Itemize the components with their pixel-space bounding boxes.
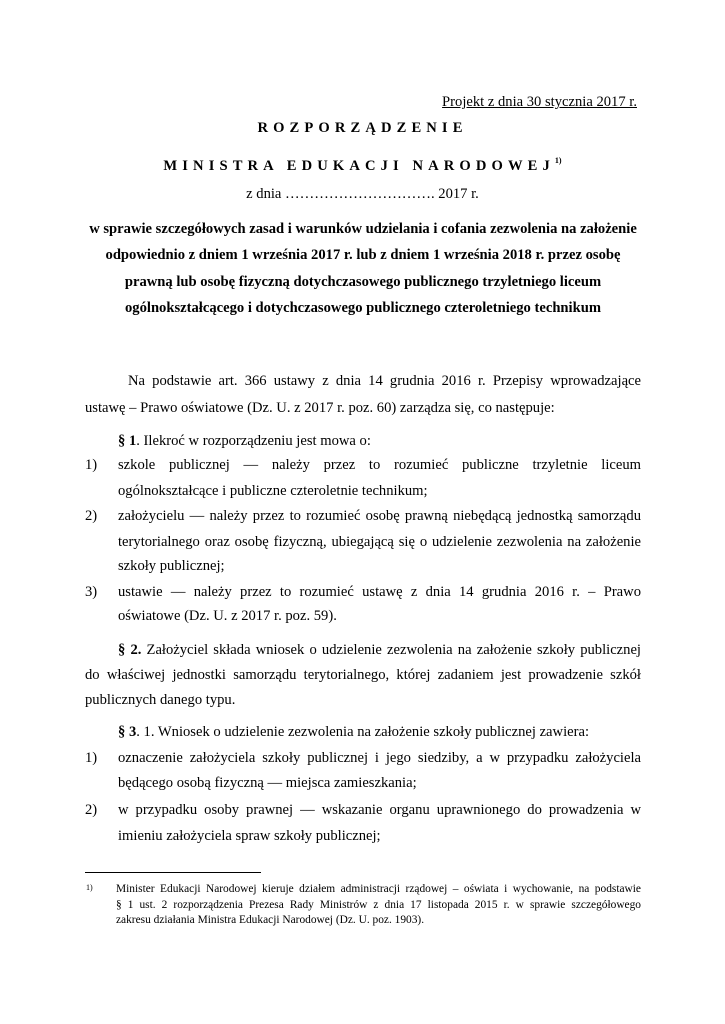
section-2-line: publicznych danego typu. xyxy=(85,692,236,708)
section-2-label: § 2. xyxy=(118,642,142,658)
list-item-line: założycielu — należy przez to rozumieć osobę prawną niebędącą jednostką samorządu xyxy=(118,508,641,524)
subject-line: prawną lub osobę fizyczną dotychczasowego publicznego trzyletniego liceum xyxy=(124,273,602,290)
footnote-marker: 1) xyxy=(86,883,93,892)
list-item-line: oświatowe (Dz. U. z 2017 r. poz. 59). xyxy=(118,608,337,624)
list-number: 1) xyxy=(85,750,98,766)
section-3-intro xyxy=(118,722,589,742)
list-item-line: imieniu założyciela spraw szkoły publicznej; xyxy=(118,828,381,844)
list-number: 2) xyxy=(85,802,98,818)
subject-line: w sprawie szczegółowych zasad i warunków udzielania i cofania zezwolenia na założenie xyxy=(89,221,637,237)
section-3-text: . 1. Wniosek o udzielenie zezwolenia na założenie szkoły publicznej zawiera: xyxy=(136,724,589,740)
list-item-line: w przypadku osoby prawnej — wskazanie organu uprawnionego do prowadzenia w xyxy=(118,802,641,818)
list-item-line: oznaczenie założyciela szkoły publicznej i jego siedziby, a w przypadku założyciela xyxy=(118,750,641,766)
authority-name: MINISTRA EDUKACJI NARODOWEJ xyxy=(163,158,555,174)
list-item-line: szkole publicznej — należy przez to rozumieć publiczne trzyletnie liceum xyxy=(118,457,641,473)
list-number: 2) xyxy=(85,508,98,524)
footnote-reference: 1) xyxy=(554,156,562,165)
project-date-line: Projekt z dnia 30 stycznia 2017 r. xyxy=(442,94,637,110)
section-2-text: Założyciel składa wniosek o udzielenie zezwolenia na założenie szkoły publicznej xyxy=(141,642,641,658)
section-2-line: do właściwej jednostki samorządu terytorialnego, której zadaniem jest prowadzenie szkół xyxy=(85,667,641,683)
section-1-intro xyxy=(118,431,371,451)
footnote-line: zakresu działania Ministra Edukacji Narodowej (Dz. U. poz. 1903). xyxy=(116,914,425,926)
subject-line: ogólnokształcącego i dotychczasowego publicznego czteroletniego technikum xyxy=(125,299,601,316)
list-item-line: ustawie — należy przez to rozumieć ustawę z dnia 14 grudnia 2016 r. – Prawo xyxy=(118,584,641,600)
issue-date: z dnia …………………………. 2017 r. xyxy=(246,186,479,202)
footnote-line: § 1 ust. 2 rozporządzenia Prezesa Rady Ministrów z dnia 17 listopada 2015 r. w sprawie szczegółowego xyxy=(116,899,641,911)
footnote-line: Minister Edukacji Narodowej kieruje działem administracji rządowej – oświata i wychowanie, na podstawie xyxy=(116,883,641,895)
issuing-authority xyxy=(0,156,725,175)
list-item-line: będącego osobą fizyczną — miejsca zamieszkania; xyxy=(118,775,417,791)
section-1-text: . Ilekroć w rozporządzeniu jest mowa o: xyxy=(136,433,371,449)
list-item-line: szkoły publicznej; xyxy=(118,558,225,574)
document-title: ROZPORZĄDZENIE xyxy=(257,120,468,136)
list-item-line: ogólnokształcące i publiczne czteroletnie technikum; xyxy=(118,483,428,499)
preamble-line: Na podstawie art. 366 ustawy z dnia 14 grudnia 2016 r. Przepisy wprowadzające xyxy=(128,373,641,389)
section-3-label: § 3 xyxy=(118,724,137,740)
subject-line: odpowiednio z dniem 1 września 2017 r. lub z dniem 1 września 2018 r. przez osobę xyxy=(105,247,621,264)
list-number: 1) xyxy=(85,457,98,473)
section-1-label: § 1 xyxy=(118,433,137,449)
footnote-divider xyxy=(85,872,261,873)
section-2-line xyxy=(118,640,641,660)
list-number: 3) xyxy=(85,584,98,600)
subject-heading xyxy=(85,216,641,321)
list-item-line: terytorialnego oraz osobę fizyczną, ubiegającą się o udzielenie zezwolenia na założenie xyxy=(118,534,641,550)
preamble-line: ustawę – Prawo oświatowe (Dz. U. z 2017 r. poz. 60) zarządza się, co następuje: xyxy=(85,400,555,416)
